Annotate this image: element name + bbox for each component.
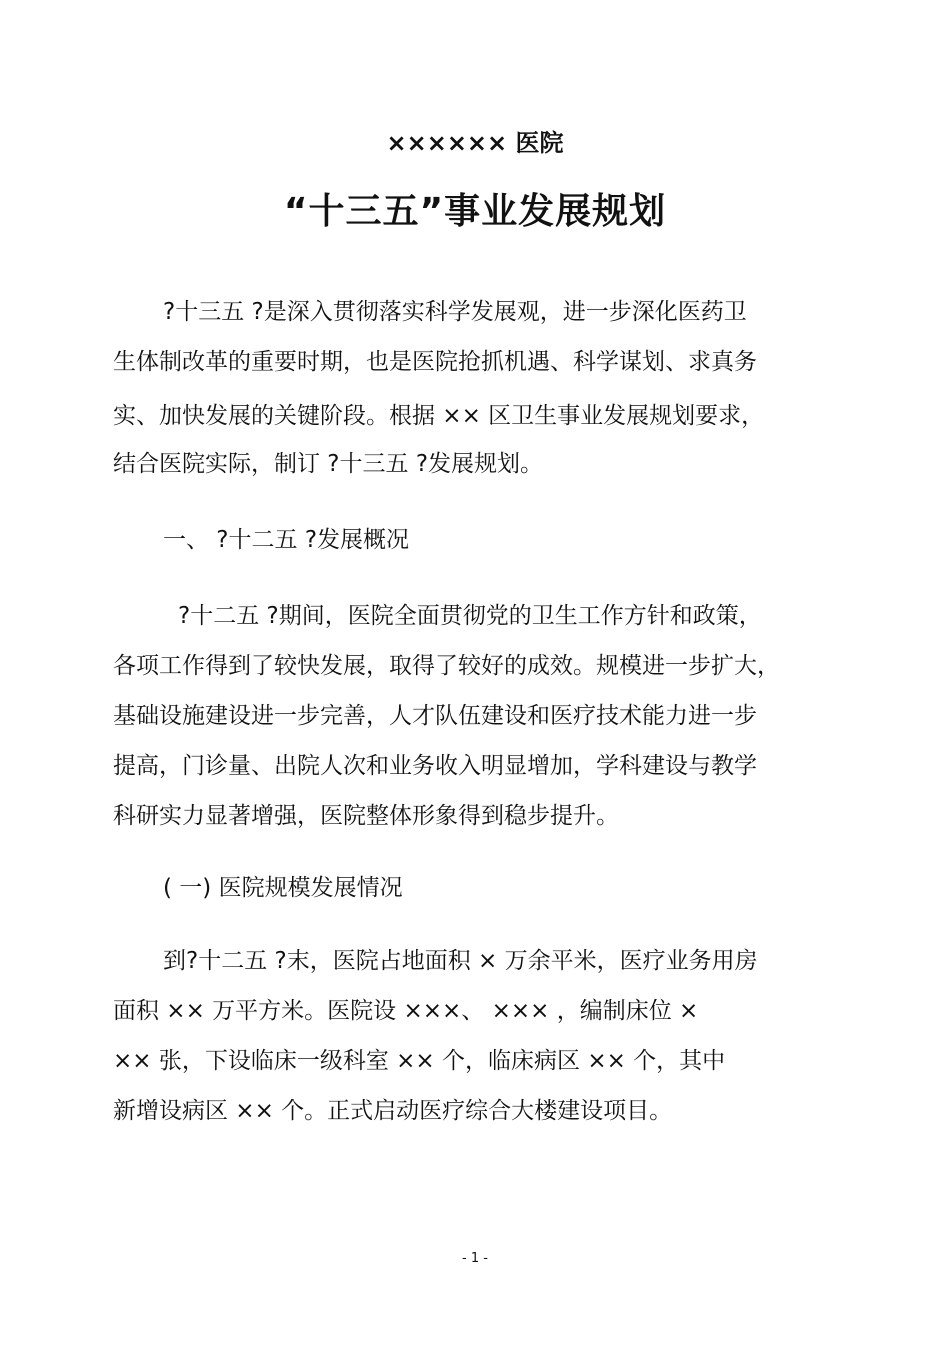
section-1-line-2: 各项工作得到了较快发展，取得了较好的成效。规模进一步扩大， xyxy=(113,653,780,679)
section-heading-1: 一、 ?十二五 ?发展概况 xyxy=(163,527,410,553)
intro-line-1: ?十三五 ?是深入贯彻落实科学发展观，进一步深化医药卫 xyxy=(163,299,747,325)
section-1-line-4: 提高，门诊量、出院人次和业务收入明显增加，学科建设与教学 xyxy=(113,753,757,779)
subsection-1-line-1: 到?十二五 ?末，医院占地面积 × 万余平米，医疗业务用房 xyxy=(163,948,758,974)
page-number: - 1 - xyxy=(462,1251,488,1266)
document-title: “十三五”事业发展规划 xyxy=(283,191,667,232)
section-1-line-5: 科研实力显著增强，医院整体形象得到稳步提升。 xyxy=(113,803,619,829)
subsection-1-line-3: ×× 张，下设临床一级科室 ×× 个，临床病区 ×× 个，其中 xyxy=(113,1048,726,1074)
subsection-1-line-4: 新增设病区 ×× 个。正式启动医疗综合大楼建设项目。 xyxy=(113,1098,673,1124)
intro-line-4: 结合医院实际，制订 ?十三五 ?发展规划。 xyxy=(113,451,544,477)
intro-line-3: 实、加快发展的关键阶段。根据 ×× 区卫生事业发展规划要求， xyxy=(113,403,765,429)
section-1-line-1: ?十二五 ?期间，医院全面贯彻党的卫生工作方针和政策， xyxy=(178,603,762,629)
intro-line-2: 生体制改革的重要时期，也是医院抢抓机遇、科学谋划、求真务 xyxy=(113,349,757,375)
subsection-1-line-2: 面积 ×× 万平方米。医院设 ×××、 ××× ，编制床位 × xyxy=(113,998,699,1024)
document-title-organization: ×××××× 医院 xyxy=(386,129,564,157)
subsection-heading-1: ( 一) 医院规模发展情况 xyxy=(163,875,403,901)
section-1-line-3: 基础设施建设进一步完善，人才队伍建设和医疗技术能力进一步 xyxy=(113,703,757,729)
